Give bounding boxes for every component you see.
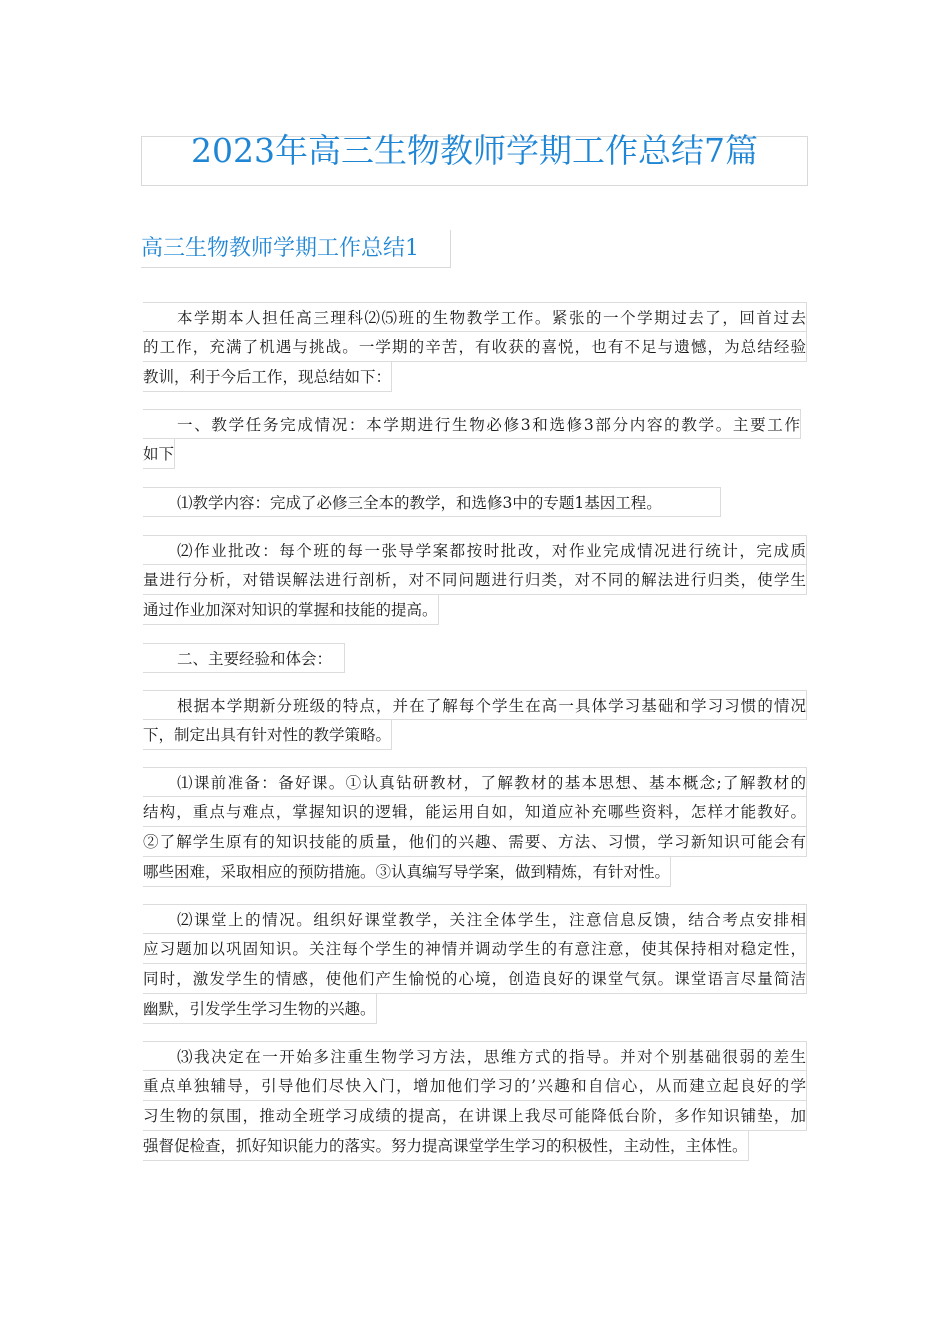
paragraph-line: ⑵课堂上的情况。组织好课堂教学，关注全体学生，注意信息反馈，结合考点安排相 <box>143 904 807 934</box>
paragraph-line: 通过作业加深对知识的掌握和技能的提高。 <box>143 595 439 625</box>
paragraph-line: 二、主要经验和体会： <box>143 643 345 673</box>
paragraph-line: 下，制定出具有针对性的教学策略。 <box>143 720 392 750</box>
paragraph-line: ⑵作业批改：每个班的每一张导学案都按时批改，对作业完成情况进行统计，完成质 <box>143 535 807 565</box>
paragraph-line: 重点单独辅导，引导他们尽快入门，增加他们学习的’兴趣和自信心，从而建立起良好的学 <box>143 1071 807 1101</box>
paragraph-line: 本学期本人担任高三理科⑵⑸班的生物教学工作。紧张的一个学期过去了，回首过去 <box>143 302 807 332</box>
paragraph-9 <box>143 1041 807 1161</box>
paragraph-line: 根据本学期新分班级的特点，并在了解每个学生在高一具体学习基础和学习习惯的情况 <box>143 690 807 720</box>
paragraph-line: 教训，利于今后工作，现总结如下： <box>143 362 392 392</box>
section-heading: 高三生物教师学期工作总结1 <box>141 230 451 268</box>
paragraph-line: 的工作，充满了机遇与挑战。一学期的辛苦，有收获的喜悦，也有不足与遗憾，为总结经验 <box>143 332 807 362</box>
paragraph-line: ⑶我决定在一开始多注重生物学习方法，思维方式的指导。并对个别基础很弱的差生 <box>143 1041 807 1071</box>
paragraph-line: 结构，重点与难点，掌握知识的逻辑，能运用自如，知道应补充哪些资料，怎样才能教好。 <box>143 797 807 827</box>
paragraph-line: 如下 <box>143 439 175 469</box>
paragraph-line: 强督促检查，抓好知识能力的落实。努力提高课堂学生学习的积极性，主动性，主体性。 <box>143 1131 749 1161</box>
paragraph-line: 哪些困难，采取相应的预防措施。③认真编写导学案，做到精炼，有针对性。 <box>143 857 671 887</box>
paragraph-7 <box>143 767 807 887</box>
paragraph-line: ⑴教学内容：完成了必修三全本的教学，和选修3中的专题1基因工程。 <box>143 487 721 517</box>
paragraph-8 <box>143 904 807 1024</box>
paragraph-line: ②了解学生原有的知识技能的质量，他们的兴趣、需要、方法、习惯，学习新知识可能会有 <box>143 827 807 857</box>
paragraph-6 <box>143 690 807 750</box>
paragraph-line: 一、教学任务完成情况：本学期进行生物必修3和选修3部分内容的教学。主要工作 <box>143 409 801 439</box>
paragraph-2 <box>143 409 801 469</box>
paragraph-line: ⑴课前准备：备好课。①认真钻研教材，了解教材的基本思想、基本概念;了解教材的 <box>143 767 807 797</box>
paragraph-line: 幽默，引发学生学习生物的兴趣。 <box>143 994 377 1024</box>
paragraph-3 <box>143 487 721 517</box>
paragraph-line: 量进行分析，对错误解法进行剖析，对不同问题进行归类，对不同的解法进行归类，使学生 <box>143 565 807 595</box>
paragraph-1 <box>143 302 807 392</box>
document-title: 2023年高三生物教师学期工作总结7篇 <box>141 136 808 186</box>
paragraph-line: 同时，激发学生的情感，使他们产生愉悦的心境，创造良好的课堂气氛。课堂语言尽量简洁 <box>143 964 807 994</box>
paragraph-5 <box>143 643 345 673</box>
paragraph-line: 应习题加以巩固知识。关注每个学生的神情并调动学生的有意注意，使其保持相对稳定性， <box>143 934 807 964</box>
paragraph-4 <box>143 535 807 625</box>
paragraph-line: 习生物的氛围，推动全班学习成绩的提高，在讲课上我尽可能降低台阶，多作知识铺垫，加 <box>143 1101 807 1131</box>
